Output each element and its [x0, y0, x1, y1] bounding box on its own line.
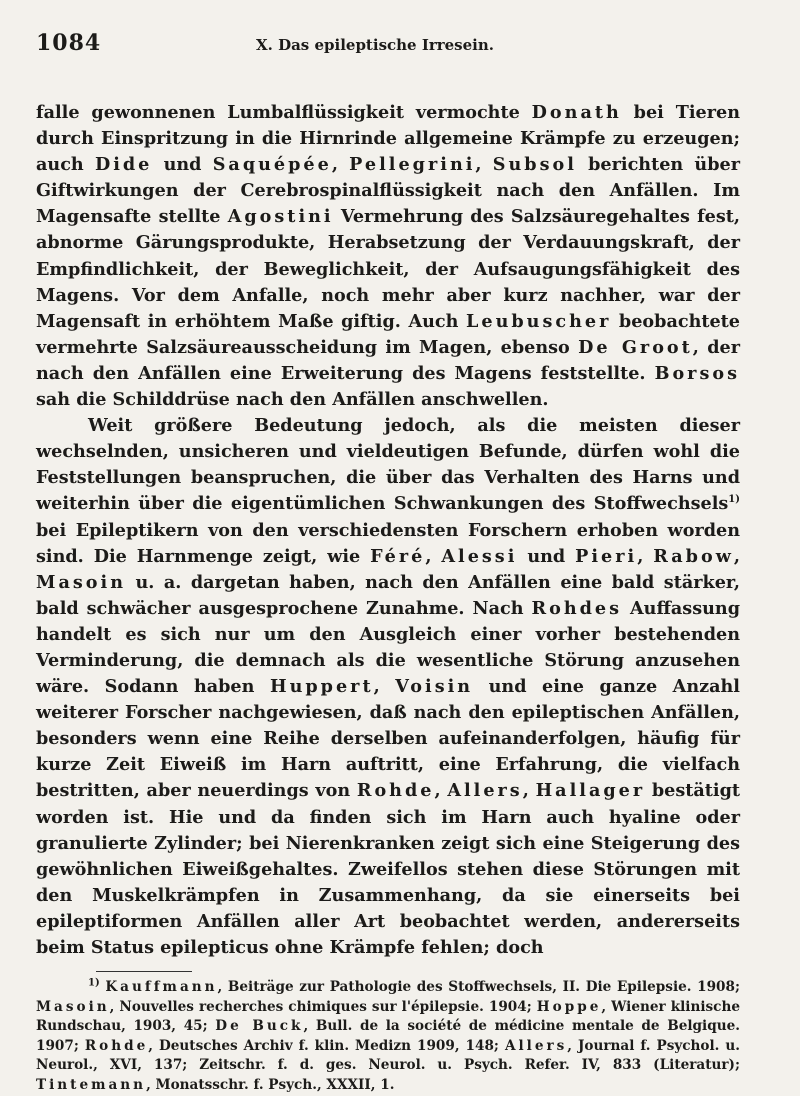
author-name: Rohde	[356, 780, 435, 802]
author-name: Hallager	[535, 780, 646, 802]
author-name: Borsos	[654, 362, 740, 384]
footnote-marker: 1)	[88, 977, 100, 989]
footnote-rule	[96, 971, 192, 972]
author-name: Alessi	[441, 545, 518, 567]
author-name: Pieri	[575, 545, 638, 567]
author-name: Rohdes	[531, 597, 623, 619]
text-run: , Journal f. Psychol. u. Neurol., XVI, 137; Zeitschr. f. d. ges. Neurol. u. Psych. Refer. IV, 833 (Literatur);	[36, 1037, 740, 1074]
body-text	[36, 100, 740, 961]
author-name: Kauffmann	[105, 979, 218, 996]
text-run: falle gewonnenen Lumbalflüssigkeit vermochte	[36, 102, 532, 123]
author-name: Masoin	[36, 998, 110, 1015]
text-run: ,	[425, 545, 442, 567]
text-run: und eine ganze Anzahl weiterer Forscher nachgewiesen, daß nach den epileptischen Anfällen, besonders wenn eine Reihe derselben aufeinanderfolgen, häufig für kurze Zeit Eiweiß im Harn auftritt, eine Erfahrung, die vielfach bestritten, aber neuerdings von	[36, 676, 740, 802]
footnote	[36, 978, 740, 1096]
author-name: Rohde	[84, 1037, 149, 1054]
author-name: Masoin	[36, 571, 126, 593]
text-run: ,	[637, 545, 654, 567]
text-run: bei Tieren durch Einspritzung in die Hirnrinde allgemeine Krämpfe zu erzeugen; auch	[36, 102, 740, 176]
author-name: Féré	[370, 545, 426, 567]
author-name: Huppert	[269, 676, 374, 698]
text-run: bei Epileptikern von den verschiedensten Forschern erhoben worden sind. Die Harnmenge zeigt, wie	[36, 519, 740, 567]
text-run: Auffassung handelt es sich nur um den Ausgleich einer vorher bestehenden Verminderung, die demnach als die wesentliche Störung anzusehen wäre. Sodann haben	[36, 597, 740, 698]
text-run: bestätigt worden ist. Hie und da finden sich im Harn auch hyaline oder granulierte Zylinder; bei Nierenkranken zeigt sich eine Steigerung des gewöhnlichen Eiweißgehaltes. Zweifellos stehen diese Störungen mit den Muskelkrämpfen in Zusammenhang, da sie einerseits bei epileptiformen Anfällen aller Art beobachtet werden, andererseits beim Status epilepticus ohne Krämpfe fehlen; doch	[36, 780, 740, 958]
author-name: Hoppe	[536, 998, 602, 1015]
footnotes	[36, 978, 740, 1096]
text-run: , Deutsches Archiv f. klin. Medizn 1909, 148;	[148, 1037, 505, 1054]
text-run: , Beiträge zur Pathologie des Stoffwechsels, II. Die Epilepsie. 1908;	[217, 979, 740, 996]
footnote-marker: 1)	[728, 494, 740, 506]
text-run: sah die Schilddrüse nach den Anfällen anschwellen.	[36, 389, 549, 411]
text-run: berichten über Giftwirkungen der Cerebrospinalflüssigkeit nach den Anfällen. Im Magensafte stellte	[36, 154, 740, 228]
text-run: , Monatsschr. f. Psych., XXXII, 1.	[146, 1077, 395, 1094]
text-run: ,	[434, 780, 448, 802]
text-run: ,	[331, 154, 350, 176]
author-name: Tintemann	[36, 1077, 147, 1094]
text-run: ,	[733, 545, 740, 567]
text-run: ,	[373, 676, 396, 698]
author-name: De Groot	[578, 336, 693, 358]
text-run: ,	[475, 154, 493, 176]
text-run: und	[152, 154, 213, 176]
paragraph	[36, 413, 740, 961]
text-run: ,	[522, 780, 536, 802]
author-name: Leubuscher	[466, 310, 612, 332]
author-name: Saquépée	[212, 154, 332, 176]
paragraph	[36, 100, 740, 413]
author-name: Donath	[531, 102, 622, 123]
text-run: und	[517, 545, 576, 567]
text-run: u. a. dargetan haben, nach den Anfällen eine bald stärker, bald schwächer ausgesprochene Zunahme. Nach	[36, 571, 740, 619]
author-name: Subsol	[492, 154, 577, 176]
page-number: 1084	[36, 30, 102, 56]
author-name: Rabow	[653, 545, 734, 567]
author-name: Allers	[504, 1037, 568, 1054]
text-run: , Nouvelles recherches chimiques sur l'épilepsie. 1904;	[109, 998, 537, 1015]
text-run: , Wiener klinische Rundschau, 1903, 45;	[36, 998, 740, 1035]
text-run: Vermehrung des Salzsäuregehaltes fest, abnorme Gärungsprodukte, Herabsetzung der Verdauungskraft, der Empfindlichkeit, der Beweglichkeit, der Aufsaugungsfähigkeit des Magens. Vor dem Anfalle, noch mehr aber kurz nachher, war der Magensaft in erhöhtem Maße giftig. Auch	[36, 206, 740, 332]
text-run: Weit größere Bedeutung jedoch, als die meisten dieser wechselnden, unsicheren und vieldeutigen Befunde, dürfen wohl die Feststellungen beanspruchen, die über das Verhalten des Harns und weiterhin über die eigentümlichen Schwankungen des Stoffwechsels	[36, 415, 740, 515]
author-name: De Buck	[215, 1018, 304, 1035]
author-name: Allers	[447, 780, 523, 802]
author-name: Dide	[94, 154, 153, 176]
text-run: , Bull. de la société de médicine mentale de Belgique. 1907;	[36, 1018, 740, 1054]
author-name: Voisin	[395, 676, 474, 698]
page-header	[36, 30, 740, 62]
text-run: , der nach den Anfällen eine Erweiterung des Magens feststellte.	[36, 336, 741, 384]
text-run: beobachtete vermehrte Salzsäureausscheidung im Magen, ebenso	[36, 310, 741, 358]
author-name: Agostini	[227, 206, 334, 228]
author-name: Pellegrini	[349, 154, 476, 176]
running-head: X. Das epileptische Irresein.	[256, 36, 494, 54]
